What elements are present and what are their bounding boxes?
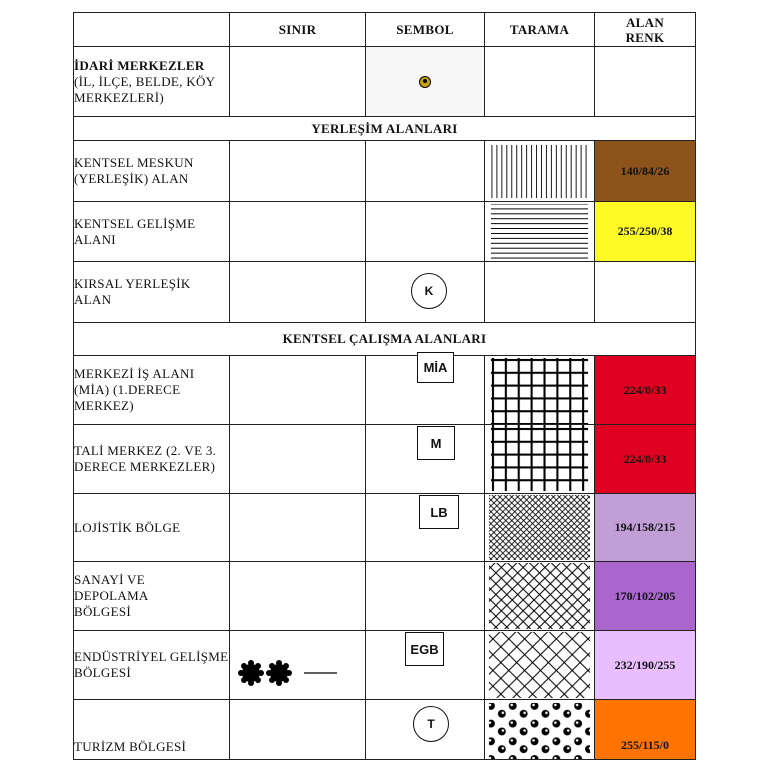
vertical-lines-pattern bbox=[485, 141, 594, 201]
idari-label-bold: İDARİ MERKEZLER bbox=[74, 57, 205, 73]
turizm-hatch bbox=[485, 700, 595, 760]
kentsel-meskun-label: KENTSEL MESKUN (YERLEŞİK) ALAN bbox=[74, 141, 230, 202]
header-alan-renk bbox=[595, 13, 696, 47]
horizontal-lines-pattern bbox=[485, 202, 594, 261]
mia-hatch bbox=[485, 356, 595, 425]
lojistik-symbol-box: LB bbox=[419, 495, 459, 529]
endustriyel-sinir bbox=[230, 631, 366, 700]
grid-pattern bbox=[485, 356, 594, 424]
idari-renk bbox=[595, 47, 696, 117]
kentsel-gelisme-label: KENTSEL GELİŞME ALANI bbox=[74, 202, 230, 262]
wide-crosshatch-pattern bbox=[485, 631, 594, 699]
mia-color-value: 224/0/33 bbox=[623, 382, 667, 397]
lojistik-color-value: 194/158/215 bbox=[614, 520, 676, 534]
lojistik-hatch bbox=[485, 494, 595, 562]
row-tali bbox=[74, 425, 696, 494]
lojistik-color bbox=[595, 494, 696, 562]
turizm-symbol-circle: T bbox=[413, 706, 449, 742]
kirsal-label: KIRSAL YERLEŞİK ALAN bbox=[74, 262, 230, 323]
lojistik-label: LOJİSTİK BÖLGE bbox=[74, 494, 230, 562]
tali-color-value: 224/0/33 bbox=[623, 451, 667, 466]
row-idari-merkezler bbox=[74, 47, 696, 117]
row-endustriyel bbox=[74, 631, 696, 700]
kirsal-symbol-circle: K bbox=[411, 273, 447, 309]
row-lojistik bbox=[74, 494, 696, 562]
endustriyel-sembol bbox=[366, 631, 485, 700]
row-kentsel-meskun bbox=[74, 141, 696, 202]
section-yerlesim-title: YERLEŞİM ALANLARI bbox=[74, 117, 696, 141]
kentsel-gelisme-color bbox=[595, 202, 696, 262]
idari-sinir bbox=[230, 47, 366, 117]
endustriyel-symbol-box: EGB bbox=[405, 632, 444, 666]
mia-symbol-box: MİA bbox=[417, 352, 454, 383]
section-calisma bbox=[74, 323, 696, 356]
turizm-color bbox=[595, 700, 696, 760]
header-row bbox=[74, 13, 696, 47]
dot-in-circle-icon bbox=[419, 76, 431, 88]
endustriyel-hatch bbox=[485, 631, 595, 700]
row-kentsel-gelisme bbox=[74, 202, 696, 262]
endustriyel-label: ENDÜSTRİYEL GELİŞME BÖLGESİ bbox=[74, 631, 230, 700]
gear-dots-and-line-icon bbox=[238, 659, 342, 687]
section-calisma-title: KENTSEL ÇALIŞMA ALANLARI bbox=[74, 323, 696, 356]
header-alan-renk-text: ALAN RENK bbox=[625, 14, 665, 45]
tali-hatch bbox=[485, 425, 595, 494]
endustriyel-color bbox=[595, 631, 696, 700]
kentsel-gelisme-color-value: 255/250/38 bbox=[617, 224, 673, 238]
header-tarama: TARAMA bbox=[485, 13, 595, 47]
tali-color bbox=[595, 425, 696, 494]
tali-label: TALİ MERKEZ (2. VE 3. DERECE MERKEZLER) bbox=[74, 425, 230, 494]
header-empty bbox=[74, 13, 230, 47]
row-kirsal bbox=[74, 262, 696, 323]
sanayi-color-value: 170/102/205 bbox=[614, 588, 676, 603]
row-turizm bbox=[74, 700, 696, 760]
header-sembol: SEMBOL bbox=[366, 13, 485, 47]
sanayi-sembol bbox=[366, 562, 485, 631]
kirsal-sembol bbox=[366, 262, 485, 323]
grid-pattern bbox=[485, 425, 594, 493]
mia-color bbox=[595, 356, 696, 425]
row-sanayi bbox=[74, 562, 696, 631]
turizm-sembol bbox=[366, 700, 485, 760]
idari-label-rest: (İL, İLÇE, BELDE, KÖY MERKEZLERİ) bbox=[74, 73, 215, 105]
fine-crosshatch-pattern bbox=[485, 494, 594, 561]
turizm-label: TURİZM BÖLGESİ bbox=[74, 700, 230, 760]
kentsel-gelisme-hatch bbox=[485, 202, 595, 262]
idari-tarama bbox=[485, 47, 595, 117]
section-yerlesim bbox=[74, 117, 696, 141]
legend-table bbox=[73, 12, 696, 760]
lojistik-sembol bbox=[366, 494, 485, 562]
mia-sembol bbox=[366, 356, 485, 425]
endustriyel-color-value: 232/190/255 bbox=[614, 657, 676, 672]
mia-label: MERKEZİ İŞ ALANI (MİA) (1.DERECE MERKEZ) bbox=[74, 356, 230, 425]
kentsel-meskun-color-value: 140/84/26 bbox=[620, 163, 670, 178]
diagonal-crosshatch-pattern bbox=[485, 562, 594, 630]
tali-symbol-box: M bbox=[417, 426, 455, 460]
header-sinir: SINIR bbox=[230, 13, 366, 47]
tali-sembol bbox=[366, 425, 485, 494]
sanayi-color bbox=[595, 562, 696, 631]
kentsel-meskun-color bbox=[595, 141, 696, 202]
sanayi-label: SANAYİ VE DEPOLAMA BÖLGESİ bbox=[74, 562, 230, 631]
turizm-color-value: 255/115/0 bbox=[620, 738, 669, 752]
dots-pattern bbox=[485, 700, 594, 759]
row-mia bbox=[74, 356, 696, 425]
sanayi-hatch bbox=[485, 562, 595, 631]
kentsel-meskun-hatch bbox=[485, 141, 595, 202]
idari-sembol bbox=[366, 47, 485, 117]
